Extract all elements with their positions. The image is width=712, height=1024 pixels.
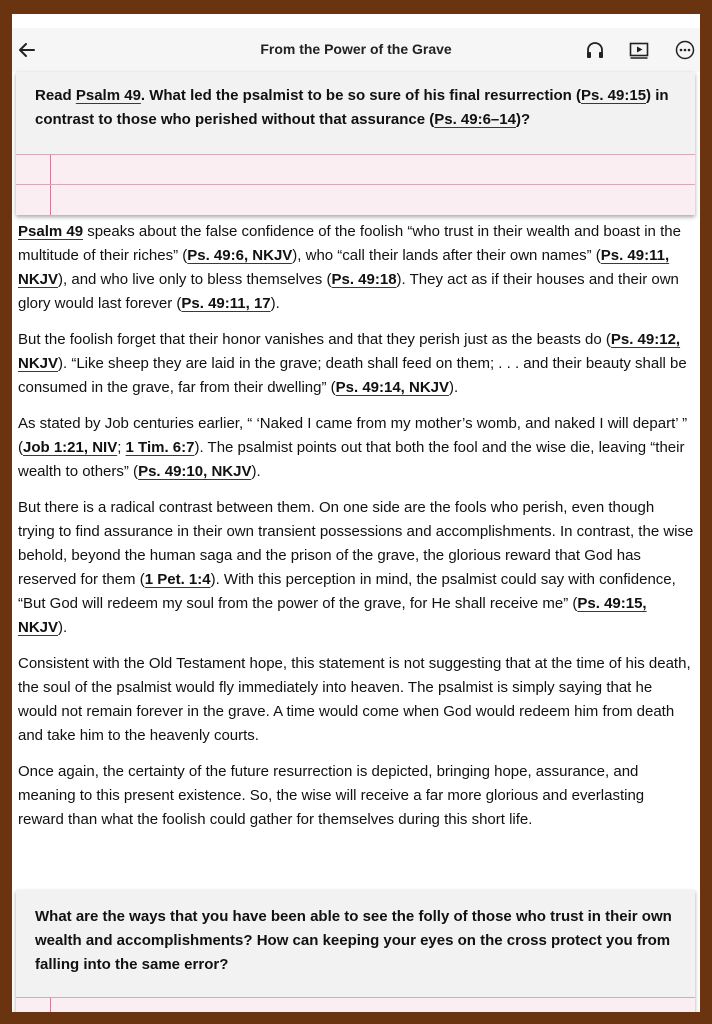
status-bar: [12, 14, 700, 28]
margin-line: [50, 155, 51, 185]
lesson-content: [18, 220, 694, 844]
paragraph: Once again, the certainty of the future resurrection is depicted, bringing hope, assurance, and meaning to this present existence. So, the wise will receive a far more glorious and everlasting reward than what the foolish could gather for themselves during this short life.: [18, 763, 645, 828]
verse-link[interactable]: Ps. 49:11, 17: [181, 295, 271, 312]
answer-field[interactable]: [16, 154, 695, 185]
header-bar: [12, 28, 700, 72]
more-icon[interactable]: [674, 39, 696, 61]
verse-link[interactable]: Job 1:21, NIV: [23, 439, 118, 456]
verse-link[interactable]: Ps. 49:6–14: [434, 111, 516, 128]
paragraph: But the foolish forget that their honor vanishes and that they perish just as the beasts do (Ps. 49:12, NKJV). “Like sheep they are laid in the grave; death shall feed on them; . . . and their beauty shall be consumed in the grave, far from their dwelling” (Ps. 49:14, NKJV).: [18, 331, 687, 396]
page-title: From the Power of the Grave: [260, 41, 452, 57]
question-box: [16, 72, 695, 215]
margin-line: [50, 998, 51, 1012]
paragraph: Consistent with the Old Testament hope, this statement is not suggesting that at the time of his death, the soul of the psalmist would fly immediately into heaven. The psalmist is simply saying that he would not remain forever in the grave. A time would come when God would redeem him from death and take him to the heavenly courts.: [18, 655, 691, 744]
verse-link[interactable]: Ps. 49:15: [580, 87, 647, 104]
paragraph: But there is a radical contrast between them. On one side are the fools who perish, even though trying to find assurance in their own transient possessions and accomplishments. In contrast, the wise behold, beyond the human saga and the prison of the grave, the glorious reward that God has reserved for them (1 Pet. 1:4). With this perception in mind, the psalmist could say with confidence, “But God will redeem my soul from the power of the grave, for He shall receive me” (Ps. 49:15, NKJV).: [18, 499, 694, 636]
paragraph: Psalm 49 speaks about the false confidence of the foolish “who trust in their wealth and boast in the multitude of their riches” (Ps. 49:6, NKJV), who “call their lands after their own names” (Ps. 49:11, NKJV), and who live only to bless themselves (Ps. 49:18). They act as if their houses and their own glory would last forever (Ps. 49:11, 17).: [18, 223, 681, 312]
verse-link[interactable]: Ps. 49:18: [331, 271, 397, 288]
verse-link[interactable]: Psalm 49: [75, 87, 141, 104]
verse-link[interactable]: Ps. 49:11, NKJV: [18, 247, 670, 288]
verse-link[interactable]: Ps. 49:14, NKJV: [335, 379, 450, 396]
verse-link[interactable]: Ps. 49:10, NKJV: [138, 463, 252, 480]
verse-link[interactable]: 1 Pet. 1:4: [144, 571, 211, 588]
answer-field[interactable]: [16, 184, 695, 215]
verse-link[interactable]: Ps. 49:6, NKJV: [187, 247, 293, 264]
question-text: Read Psalm 49. What led the psalmist to be so sure of his final resurrection (Ps. 49:15) in contrast to those who perished without that assurance (Ps. 49:6–14)?: [35, 87, 669, 128]
headphones-icon[interactable]: [584, 39, 606, 61]
answer-field[interactable]: [16, 997, 695, 1012]
video-icon[interactable]: [628, 39, 650, 61]
margin-line: [50, 185, 51, 215]
verse-link[interactable]: Ps. 49:15, NKJV: [18, 595, 647, 636]
verse-link[interactable]: Ps. 49:12, NKJV: [18, 331, 681, 372]
question-box: [16, 890, 695, 1012]
verse-link[interactable]: 1 Tim. 6:7: [125, 439, 195, 456]
reader-screen: [12, 14, 700, 1012]
verse-link[interactable]: Psalm 49: [18, 223, 84, 240]
paragraph: As stated by Job centuries earlier, “ ‘Naked I came from my mother’s womb, and naked I will depart’ ” (Job 1:21, NIV; 1 Tim. 6:7). The psalmist points out that both the fool and the wise die, leaving “their wealth to others” (Ps. 49:10, NKJV).: [18, 415, 688, 480]
question-text: What are the ways that you have been able to see the folly of those who trust in their own wealth and accomplishments? How can keeping your eyes on the cross protect you from falling into the same error?: [35, 908, 672, 973]
